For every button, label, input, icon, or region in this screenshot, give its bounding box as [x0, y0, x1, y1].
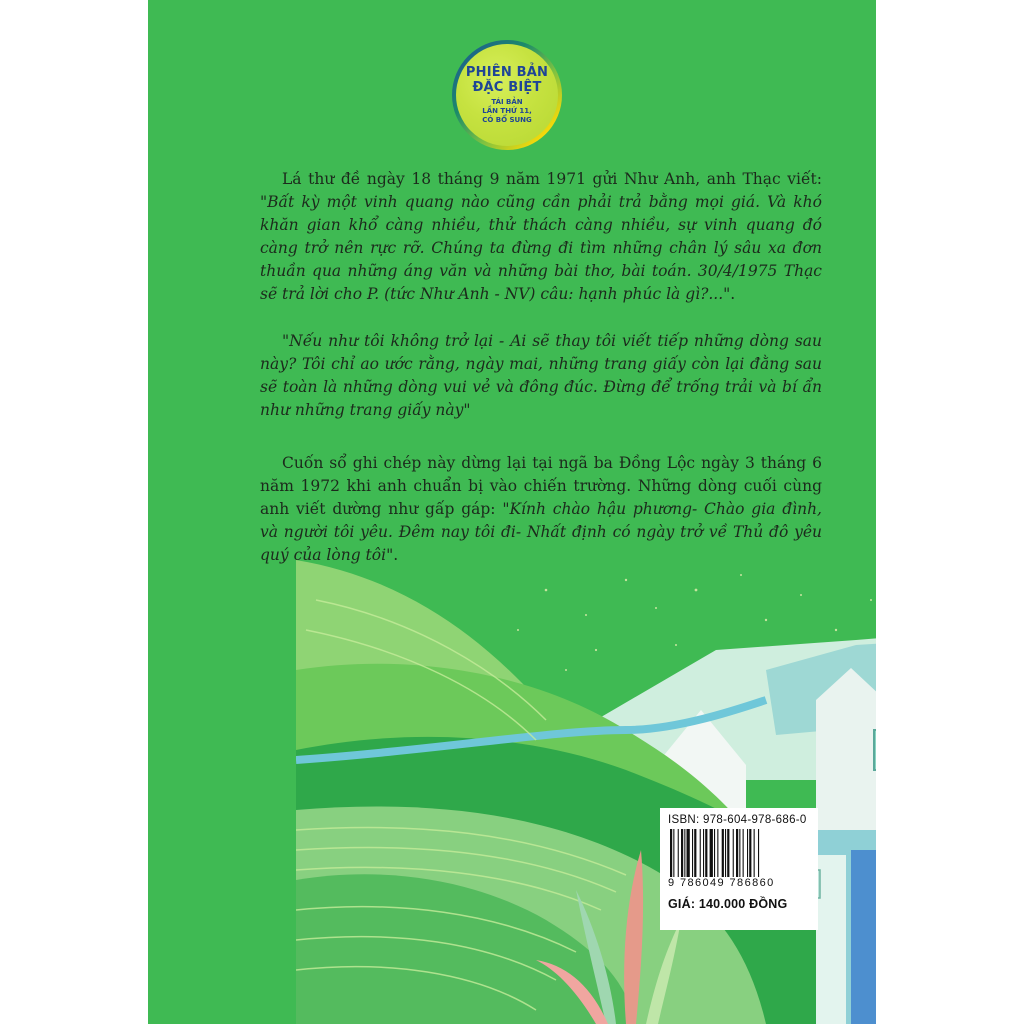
barcode-bar	[710, 829, 713, 877]
badge-line-3: TÁI BẢN	[491, 98, 523, 106]
barcode-bar	[736, 829, 738, 877]
paragraph-3-quote: Kính chào hậu phương- Chào gia đình, và người tôi yêu. Đêm nay tôi đi- Nhất định có ngày trở về Thủ đô yêu quý của lòng tôi	[260, 500, 822, 564]
moon-icon	[572, 612, 592, 646]
barcode-bar	[678, 829, 679, 877]
barcode-image	[668, 829, 808, 879]
paragraph-1-quote: Bất kỳ một vinh quang nào cũng cần phải trả bằng mọi giá. Và khó khăn gian khổ càng nhiều, thử thách càng nhiều, sự vinh quang đó càng trở nên rực rỡ. Chúng ta đừng đi tìm những chân lý sâu xa đơn thuần qua những áng văn và những bài thơ, bài toán. 30/4/1975 Thạc sẽ trả lời cho P. (tức Như Anh - NV) câu: hạnh phúc là gì?...	[260, 193, 822, 303]
isbn-label: ISBN: 978-604-978-686-0	[668, 814, 807, 826]
badge-inner	[456, 44, 558, 146]
barcode-bar	[692, 829, 693, 877]
barcode-bar	[758, 829, 759, 877]
special-edition-badge	[452, 40, 562, 150]
paragraph-last-lines	[260, 452, 822, 567]
barcode-bar	[714, 829, 715, 877]
isbn-digits: 9 786049 786860	[668, 877, 775, 889]
price-label: GIÁ: 140.000 ĐỒNG	[668, 897, 788, 911]
barcode-bar	[681, 829, 683, 877]
barcode-bar	[725, 829, 726, 877]
barcode-bar	[703, 829, 704, 877]
barcode-bar	[722, 829, 724, 877]
barcode-bar	[727, 829, 729, 877]
landscape-illustration	[296, 560, 876, 1024]
barcode-bar	[670, 829, 672, 877]
barcode-bar	[684, 829, 685, 877]
barcode-bar	[754, 829, 755, 877]
badge-line-5: CÓ BỔ SUNG	[482, 116, 532, 124]
paragraph-1-tail: ".	[723, 285, 736, 303]
barcode-bar	[739, 829, 740, 877]
barcode-bar	[673, 829, 674, 877]
paragraph-diary-quote	[260, 330, 822, 422]
badge-line-1: PHIÊN BẢN	[465, 65, 549, 80]
paragraph-3-lead: Cuốn sổ ghi chép này dừng lại tại ngã ba Đồng Lộc ngày 3 tháng 6 năm 1972 khi anh chuẩn bị vào chiến trường. Những dòng cuối cùng anh viết dường như gấp gáp: "	[260, 454, 822, 518]
barcode-bar	[694, 829, 696, 877]
barcode-bar	[687, 829, 690, 877]
paragraph-letter	[260, 168, 822, 306]
paragraph-2-open: "	[282, 332, 290, 350]
badge-line-2: ĐẶC BIỆT	[472, 80, 542, 95]
barcode-bar	[717, 829, 718, 877]
paragraph-2-close: "	[463, 401, 471, 419]
barcode-bar	[743, 829, 744, 877]
barcode-bar	[705, 829, 707, 877]
barcode-bar	[733, 829, 734, 877]
barcode-bar	[749, 829, 751, 877]
isbn-price-box	[660, 808, 818, 930]
barcode-bar	[700, 829, 701, 877]
paragraph-2-quote: Nếu như tôi không trở lại - Ai sẽ thay tôi viết tiếp những dòng sau này? Tôi chỉ ao ước rằng, ngày mai, những trang giấy còn lại đằng sau sẽ toàn là những dòng vui vẻ và đông đúc. Đừng để trống trải và bí ẩn như những trang giấy này	[260, 332, 822, 419]
paragraph-1-lead: Lá thư đề ngày 18 tháng 9 năm 1971 gửi Như Anh, anh Thạc viết: "	[260, 170, 822, 211]
badge-line-4: LẦN THỨ 11,	[482, 107, 532, 115]
paragraph-3-tail: ".	[386, 546, 399, 564]
barcode-bar	[747, 829, 748, 877]
